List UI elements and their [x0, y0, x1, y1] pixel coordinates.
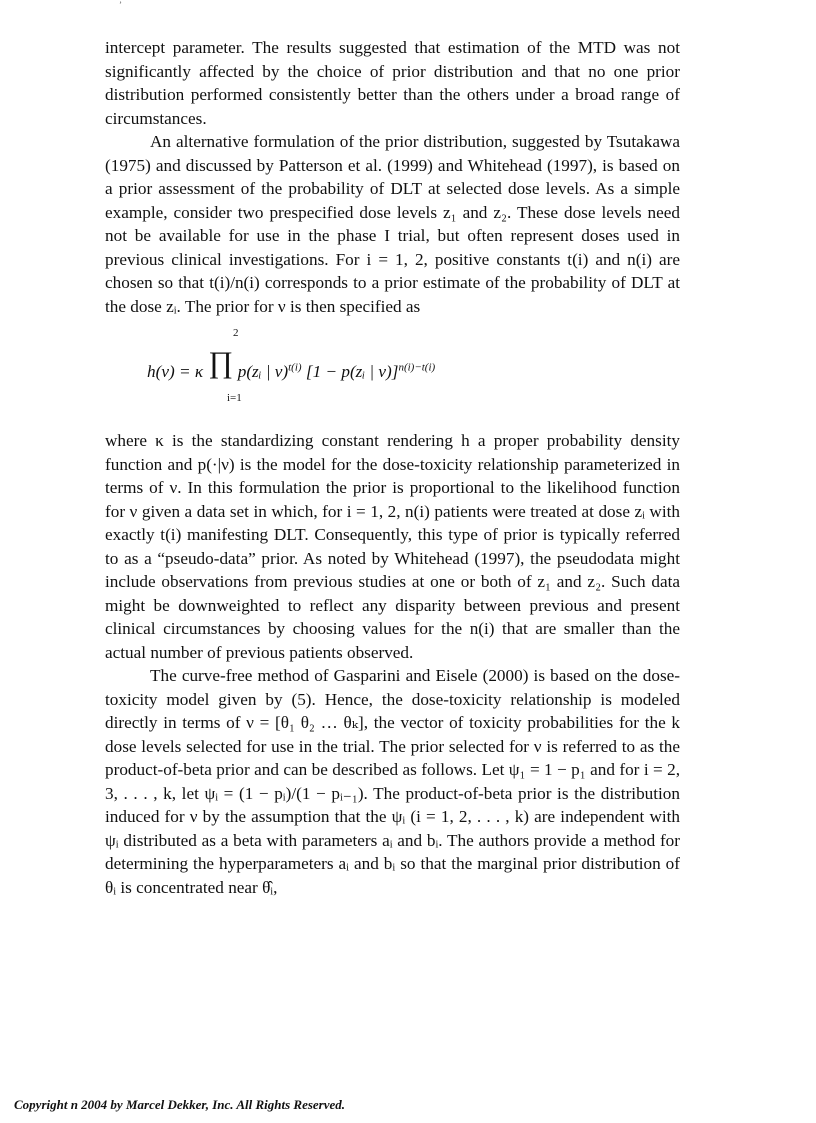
equation-exponent-1: t(i) [288, 361, 302, 374]
prior-equation [105, 326, 680, 426]
paragraph-intercept: intercept parameter. The results suggested that estimation of the MTD was not significantly affected by the choice of prior distribution and that no one prior distribution performed consistently better than the others under a broad range of circumstances. [105, 38, 680, 128]
equation-line [147, 346, 436, 382]
equation-exponent-2: n(i)−t(i) [398, 361, 436, 374]
paragraph-curve-free: The curve-free method of Gasparini and Eisele (2000) is based on the dose-toxicity model given by (5). Hence, the dose-toxicity relationship is modeled directly in terms of ν = [θ₁ θ₂ … θₖ], the vector of toxicity probabilities for the k dose levels selected for use in the trial. The prior selected for ν is referred to as the product-of-beta prior and can be described as follows. Let ψ₁ = 1 − p₁ and for i = 2, 3, . . . , k, let ψᵢ = (1 − pᵢ)/(1 − pᵢ₋₁). The product-of-beta prior is the distribution induced for ν by the assumption that the ψᵢ (i = 1, 2, . . . , k) are independent with ψᵢ distributed as a beta with parameters aᵢ and bᵢ. The authors provide a method for determining the hyperparameters aᵢ and bᵢ so that the marginal prior distribution of θᵢ is concentrated near θ̂ᵢ, [105, 666, 680, 897]
page-top-mark: ’ [119, 0, 122, 10]
product-upper-limit: 2 [233, 327, 239, 339]
copyright-footer: Copyright n 2004 by Marcel Dekker, Inc. All Rights Reserved. [14, 1097, 346, 1112]
product-lower-limit: i=1 [227, 392, 242, 404]
product-operator: ∏ [208, 346, 234, 379]
paragraph-alternative-prior: An alternative formulation of the prior distribution, suggested by Tsutakawa (1975) and discussed by Patterson et al. (1999) and Whitehead (1997), is based on a prior assessment of the probability of DLT at selected dose levels. As a simple example, consider two prespecified dose levels z₁ and z₂. These dose levels need not be available for use in the phase I trial, but often represent doses used in previous clinical investigations. For i = 1, 2, positive constants t(i) and n(i) are chosen so that t(i)/n(i) corresponds to a prior estimate of the probability of DLT at the dose zᵢ. The prior for ν is then specified as [105, 132, 680, 316]
paragraph-where-kappa: where κ is the standardizing constant rendering h a proper probability density function and p(·|ν) is the model for the dose-toxicity relationship parameterized in terms of ν. In this formulation the prior is proportional to the likelihood function for ν given a data set in which, for i = 1, 2, n(i) patients were treated at dose zᵢ with exactly t(i) manifesting DLT. Consequently, this type of prior is typically referred to as a “pseudo-data” prior. As noted by Whitehead (1997), the pseudodata might include observations from previous studies at one or both of z₁ and z₂. Such data might be downweighted to reflect any disparity between previous and present clinical circumstances by choosing values for the n(i) that are smaller than the actual number of previous patients observed. [105, 431, 680, 662]
equation-body: p(zᵢ | ν) [237, 362, 289, 381]
document-body [105, 36, 680, 899]
equation-lhs: h(ν) = κ [147, 362, 204, 381]
equation-body-2: [1 − p(zᵢ | ν)] [305, 362, 399, 381]
